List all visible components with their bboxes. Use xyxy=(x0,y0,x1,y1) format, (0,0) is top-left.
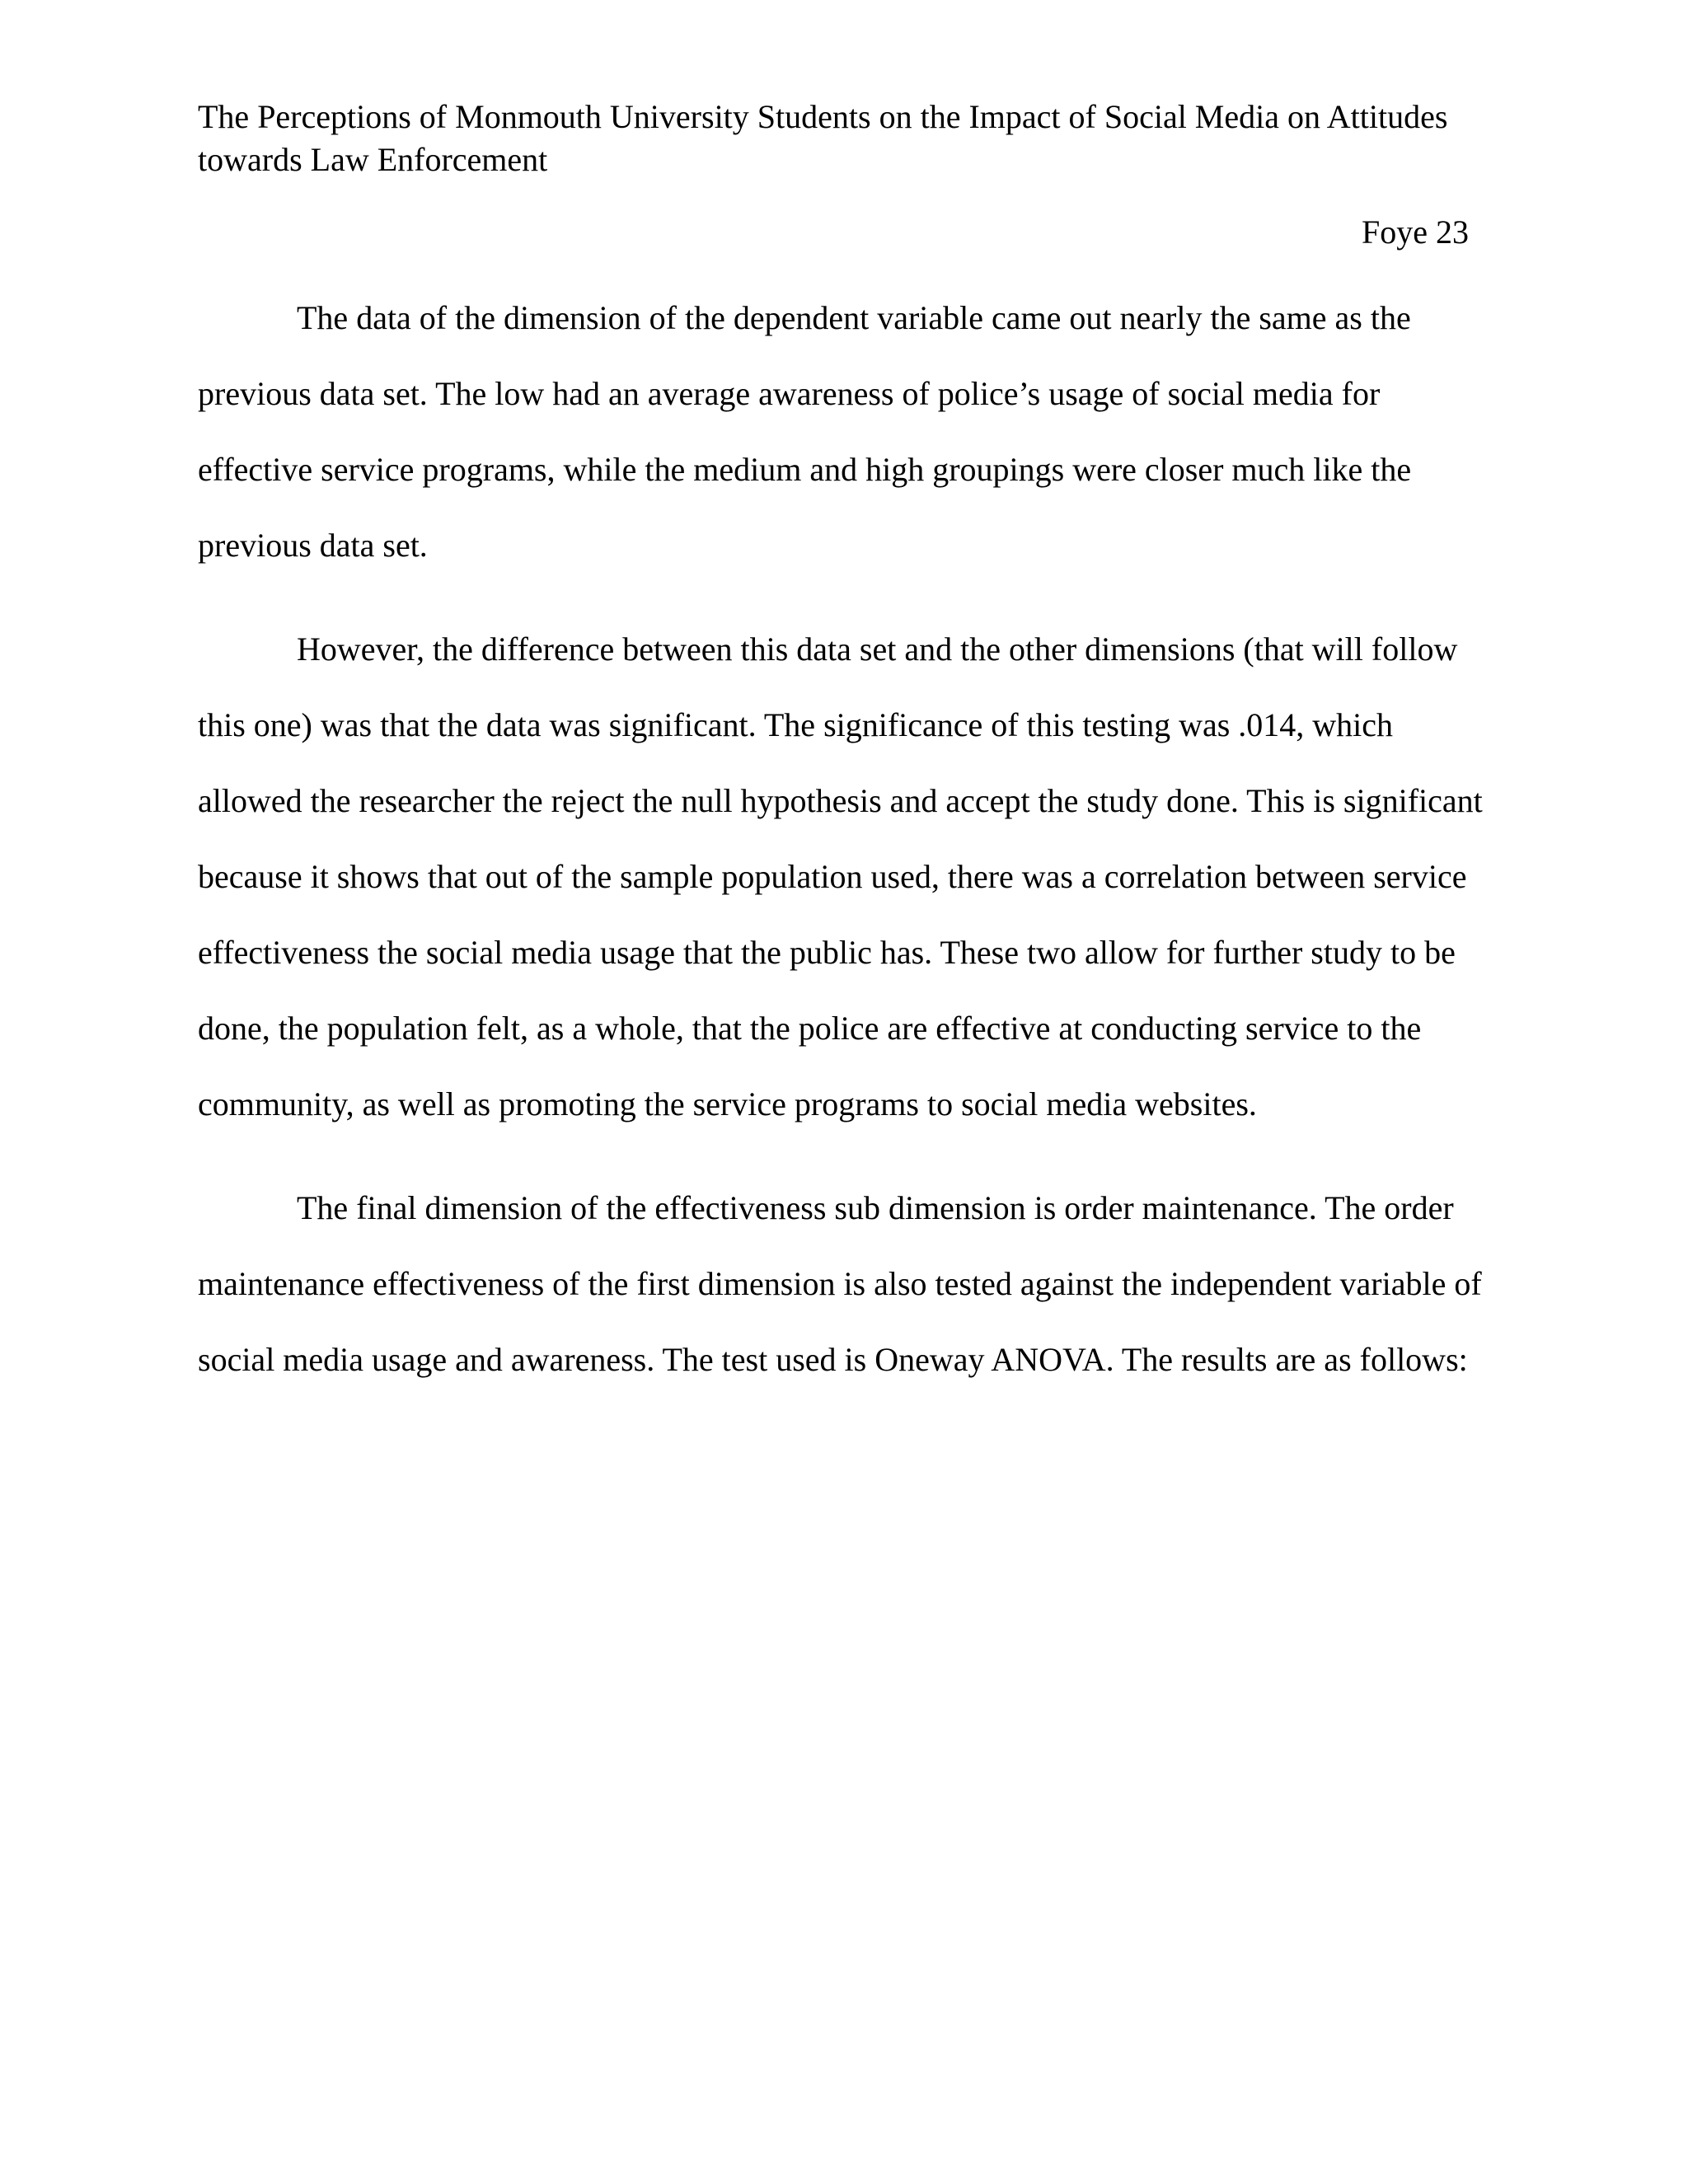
running-header-title xyxy=(198,96,1484,181)
paragraph-3 xyxy=(198,1170,1484,1398)
paragraph-line: The data of the dimension of the dependent variable came out nearly the same as the xyxy=(297,299,1411,336)
paragraph-line: this one) was that the data was significant. The significance of this testing was .014, which xyxy=(198,706,1394,743)
paragraph-line: social media usage and awareness. The test used is Oneway ANOVA. The results are as follows: xyxy=(198,1341,1468,1378)
paragraph-line: previous data set. xyxy=(198,527,428,564)
paragraph-1 xyxy=(198,280,1484,583)
paragraph-line: allowed the researcher the reject the null hypothesis and accept the study done. This is significant xyxy=(198,782,1483,819)
paragraph-line: effective service programs, while the medium and high groupings were closer much like the xyxy=(198,451,1412,488)
paragraph-line: However, the difference between this data set and the other dimensions (that will follow xyxy=(297,630,1458,668)
paragraph-line: previous data set. The low had an average awareness of police’s usage of social media for xyxy=(198,375,1381,412)
paragraph-line: The final dimension of the effectiveness sub dimension is order maintenance. The order xyxy=(297,1189,1454,1226)
paragraph-line: because it shows that out of the sample population used, there was a correlation between service xyxy=(198,858,1467,895)
paragraph-line: community, as well as promoting the service programs to social media websites. xyxy=(198,1085,1257,1122)
header-title-line-1: The Perceptions of Monmouth University Students on the Impact of Social Media on Attitudes xyxy=(198,98,1448,135)
paragraph-line: effectiveness the social media usage that the public has. These two allow for further study to be xyxy=(198,934,1456,971)
paragraph-line: maintenance effectiveness of the first dimension is also tested against the independent variable of xyxy=(198,1265,1482,1302)
paragraph-line: done, the population felt, as a whole, that the police are effective at conducting service to the xyxy=(198,1010,1422,1047)
body-text xyxy=(198,280,1484,1426)
paragraph-2 xyxy=(198,612,1484,1142)
page-number-label: Foye 23 xyxy=(1362,213,1469,251)
header-title-line-2: towards Law Enforcement xyxy=(198,141,548,178)
